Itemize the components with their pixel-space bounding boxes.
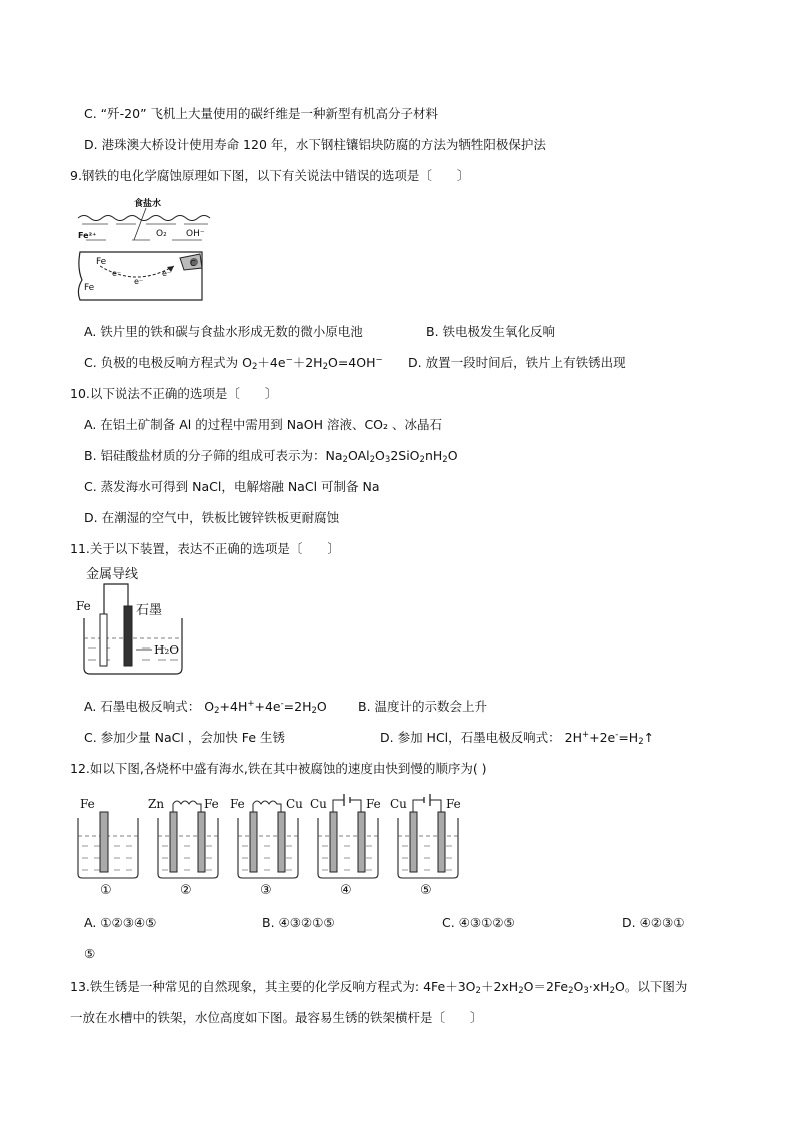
q12-beaker-3 <box>230 797 303 898</box>
q11-option-d: D. 参加 HCl，石墨电极反响式： $2H^++2e^-=H_2↑$ <box>380 730 655 747</box>
q9-label-o2: O₂ <box>156 229 167 239</box>
q12-b3-left: Fe <box>230 797 245 811</box>
q12-b4-left: Cu <box>310 797 327 811</box>
q13-stem: 13.铁生锈是一种常见的自然现象，其主要的化学反响方程式为: $4Fe+3O_2+2xH_2O=2Fe_2O_3\cdot xH_2O$。以下图为 <box>70 979 688 996</box>
q12-b3-right: Cu <box>286 797 303 811</box>
q12-beaker-1 <box>78 797 138 898</box>
q9-label-salt-water: 食盐水 <box>134 199 162 209</box>
q9-option-c: C. 负极的电极反响方程式为 $O_2+4e^-+2H_2O=4OH^-$ <box>84 355 383 372</box>
q11-label-water: H₂O <box>154 643 180 657</box>
q12-option-b: B. ④③②①⑤ <box>262 915 335 930</box>
q11-apparatus-figure <box>72 564 192 680</box>
q12-b5-right: Fe <box>446 797 461 811</box>
q13-stem-line2: 一放在水槽中的铁架，水位高度如下图。最容易生锈的铁架横杆是〔 〕 <box>70 1010 483 1025</box>
q11-option-b: B. 温度计的示数会上升 <box>358 699 488 714</box>
q9-label-e1: e⁻ <box>112 269 122 278</box>
q9-option-a: A. 铁片里的铁和碳与食盐水形成无数的微小原电池 <box>84 324 363 339</box>
q12-option-d: D. ④②③① <box>622 915 685 930</box>
q9-label-e3: e⁻ <box>162 269 172 278</box>
q9-label-e2: e⁻ <box>134 277 144 286</box>
q9-stem: 9.钢铁的电化学腐蚀原理如下图，以下有关说法中错误的选项是〔 〕 <box>70 168 470 183</box>
q10-option-c: C. 蒸发海水可得到 NaCl，电解熔融 NaCl 可制备 Na <box>84 479 380 494</box>
q11-stem: 11.关于以下装置，表达不正确的选项是〔 〕 <box>70 541 340 556</box>
q11-label-graphite: 石墨 <box>136 603 163 618</box>
q12-beaker-2 <box>148 797 219 898</box>
q9-option-d: D. 放置一段时间后，铁片上有铁锈出现 <box>408 355 626 370</box>
q11-label-fe: Fe <box>76 599 91 613</box>
q11-option-a: A. 石墨电极反响式： $O_2+4H^++4e^-=2H_2O$ <box>84 699 327 716</box>
q12-b2-right: Fe <box>204 797 219 811</box>
q12-option-c: C. ④③①②⑤ <box>442 915 515 930</box>
q9-label-carbon: C <box>190 259 196 268</box>
q11-label-wire: 金属导线 <box>86 567 139 582</box>
q12-b4-num: ④ <box>340 883 352 898</box>
q12-b5-num: ⑤ <box>420 883 432 898</box>
q12-option-d-wrap: ⑤ <box>84 946 96 961</box>
q12-b2-left: Zn <box>148 797 165 811</box>
q12-b1-left: Fe <box>80 797 95 811</box>
q11-option-c: C. 参加少量 NaCl ，会加快 Fe 生锈 <box>84 730 285 745</box>
q10-option-d: D. 在潮湿的空气中，铁板比镀锌铁板更耐腐蚀 <box>84 510 340 525</box>
q9-corrosion-figure <box>76 196 216 302</box>
q8-option-c: C. “歼-20” 飞机上大量使用的碳纤维是一种新型有机高分子材料 <box>84 106 439 121</box>
q12-b2-num: ② <box>180 883 192 898</box>
q10-option-a: A. 在铝土矿制备 Al 的过程中需用到 NaOH 溶液、CO₂ 、冰晶石 <box>84 417 442 432</box>
q12-beakers-figure <box>74 790 474 896</box>
q10-option-b: B. 铝硅酸盐材质的分子筛的组成可表示为：$Na_2OAl_2O_32SiO_2nH_2O$ <box>84 448 458 465</box>
q12-b1-num: ① <box>100 883 112 898</box>
q9-label-oh: OH⁻ <box>186 229 205 239</box>
q9-label-fe-inner: Fe <box>96 257 107 267</box>
q9-option-b: B. 铁电极发生氧化反响 <box>426 324 556 339</box>
q9-label-fe-ion: Fe²⁺ <box>78 231 97 240</box>
q10-stem: 10.以下说法不正确的选项是〔 〕 <box>70 386 278 401</box>
q12-b3-num: ③ <box>260 883 272 898</box>
q12-option-a: A. ①②③④⑤ <box>84 915 157 930</box>
q12-b4-right: Fe <box>366 797 381 811</box>
q12-b5-left: Cu <box>390 797 407 811</box>
q12-beaker-5 <box>390 794 461 898</box>
q12-beaker-4 <box>310 794 381 898</box>
q8-option-d: D. 港珠澳大桥设计使用寿命 120 年，水下钢柱镶铝块防腐的方法为牺牲阳极保护法 <box>84 137 546 152</box>
q12-stem: 12.如以下图,各烧杯中盛有海水,铁在其中被腐蚀的速度由快到慢的顺序为( ) <box>70 761 487 776</box>
q9-label-fe-outer: Fe <box>84 283 95 293</box>
